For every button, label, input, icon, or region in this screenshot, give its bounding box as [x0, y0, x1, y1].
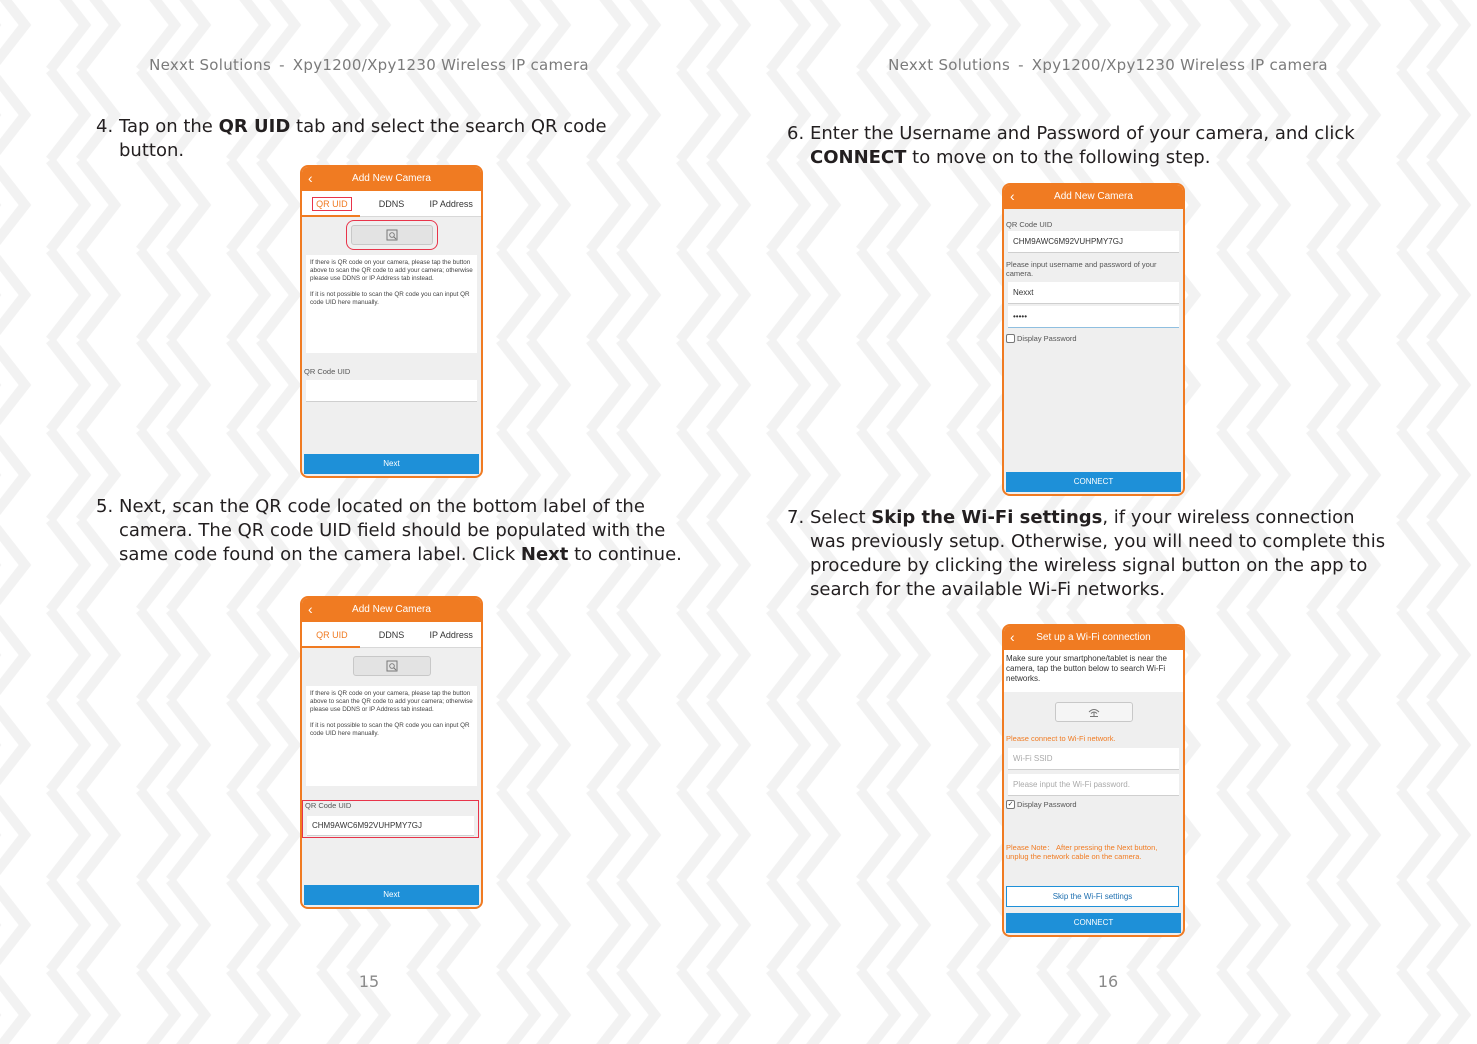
chevron-left-icon[interactable]: ‹ [308, 601, 313, 617]
page-header [0, 56, 738, 74]
app-header [302, 167, 481, 191]
wifi-intro-text: Make sure your smartphone/tablet is near the camera, tap the button below to search Wi-Fi networks. [1004, 650, 1183, 692]
step-bold: Next [520, 544, 569, 565]
page-16 [739, 0, 1477, 1044]
tab-bar [302, 622, 481, 648]
step-bold: CONNECT [810, 147, 907, 168]
wifi-search-icon [1086, 706, 1102, 718]
help-text: If there is QR code on your camera, please tap the button above to scan the QR code to add your camera; otherwise please use DDNS or IP Address tab instead. [310, 259, 473, 282]
display-password-label: Display Password [1017, 800, 1077, 809]
tab-ddns[interactable]: DDNS [378, 630, 405, 640]
tab-indicator [302, 646, 360, 648]
display-password-label: Display Password [1017, 334, 1077, 343]
scan-qr-button[interactable] [351, 225, 433, 245]
help-text: If it is not possible to scan the QR code you can input QR code UID here manually. [310, 722, 470, 737]
step-number: 5. [96, 496, 114, 517]
app-title: Add New Camera [1054, 191, 1133, 202]
uid-input[interactable] [306, 380, 477, 402]
wifi-connect-prompt: Please connect to Wi-Fi network. [1006, 734, 1116, 743]
help-text-box [306, 255, 477, 353]
scan-qr-button[interactable] [353, 656, 431, 676]
tab-qr-uid[interactable]: QR UID [316, 630, 348, 640]
app-title: Add New Camera [352, 604, 431, 615]
step-6 [787, 122, 1397, 170]
app-title: Set up a Wi-Fi connection [1036, 632, 1151, 643]
step-number: 6. [787, 123, 805, 144]
header-separator: - [1018, 56, 1024, 74]
step-number: 4. [96, 116, 114, 137]
help-text: If there is QR code on your camera, please tap the button above to scan the QR code to add your camera; otherwise please use DDNS or IP Address tab instead. [310, 690, 473, 713]
qr-scan-icon [386, 660, 398, 672]
phone-screenshot-uid-filled [300, 596, 483, 909]
chevron-left-icon[interactable]: ‹ [1010, 629, 1015, 645]
step-7 [787, 506, 1387, 602]
chevron-left-icon[interactable]: ‹ [308, 170, 313, 186]
app-title: Add New Camera [352, 173, 431, 184]
step-text: Tap on the QR UID tab and select the search QR code button. [119, 116, 607, 161]
display-password-row[interactable] [1004, 334, 1183, 343]
connect-button[interactable]: CONNECT [1006, 913, 1181, 933]
help-text: If it is not possible to scan the QR code you can input QR code UID here manually. [310, 291, 470, 306]
username-input[interactable]: Nexxt [1008, 282, 1179, 304]
phone-screenshot-wifi-setup [1002, 624, 1185, 937]
wifi-search-button[interactable] [1055, 702, 1133, 722]
wifi-password-input[interactable]: Please input the Wi-Fi password. [1008, 774, 1179, 796]
page-number: 16 [1097, 972, 1119, 991]
display-password-row[interactable] [1004, 800, 1183, 809]
phone-screenshot-qr-uid [300, 165, 483, 478]
header-company: Nexxt Solutions [149, 56, 272, 74]
tab-ddns[interactable]: DDNS [378, 199, 405, 209]
app-header [1004, 626, 1183, 650]
page-header [739, 56, 1477, 74]
next-button[interactable]: Next [304, 454, 479, 474]
step-bold: QR UID [218, 116, 291, 137]
chevron-left-icon[interactable]: ‹ [1010, 188, 1015, 204]
uid-highlight [302, 800, 479, 838]
step-4 [96, 115, 656, 163]
step-5 [96, 495, 686, 567]
checkbox[interactable] [1006, 334, 1015, 343]
header-product: Xpy1200/Xpy1230 Wireless IP camera [292, 56, 589, 74]
wifi-note: Please Note： After pressing the Next button, unplug the network cable on the camera. [1006, 843, 1158, 861]
uid-input[interactable]: CHM9AWC6M92VUHPMY7GJ [307, 816, 474, 836]
header-separator: - [279, 56, 285, 74]
step-text: Select Skip the Wi-Fi settings, if your wireless connection was previously setup. Otherwise, you will need to complete this procedure by clicking the wireless signal button on the app to search for the available Wi-Fi networks. [810, 507, 1386, 600]
skip-wifi-button[interactable]: Skip the Wi-Fi settings [1006, 886, 1179, 907]
password-input[interactable]: ••••• [1008, 306, 1179, 328]
tab-qr-uid[interactable]: QR UID [302, 191, 362, 216]
help-text-box [306, 686, 477, 786]
uid-input[interactable]: CHM9AWC6M92VUHPMY7GJ [1008, 231, 1179, 253]
qr-scan-icon [386, 229, 398, 241]
header-company: Nexxt Solutions [888, 56, 1011, 74]
tab-ip-address[interactable]: IP Address [429, 199, 473, 209]
step-bold: Skip the Wi-Fi settings [871, 507, 1103, 528]
checkbox-checked[interactable]: ✓ [1007, 801, 1014, 808]
step-text: Next, scan the QR code located on the bottom label of the camera. The QR code UID field should be populated with the same code found on the camera label. Click Next to continue. [119, 496, 682, 565]
header-product: Xpy1200/Xpy1230 Wireless IP camera [1031, 56, 1328, 74]
app-header [1004, 185, 1183, 209]
tab-ip-address[interactable]: IP Address [429, 630, 473, 640]
uid-label: QR Code UID [1006, 220, 1053, 229]
tab-bar [302, 191, 481, 217]
page-number: 15 [358, 972, 380, 991]
next-button[interactable]: Next [304, 885, 479, 905]
app-header [302, 598, 481, 622]
uid-label: QR Code UID [305, 801, 352, 810]
phone-screenshot-credentials [1002, 183, 1185, 496]
connect-button[interactable]: CONNECT [1006, 472, 1181, 492]
wifi-ssid-input[interactable]: Wi-Fi SSID [1008, 748, 1179, 770]
page-15 [0, 0, 738, 1044]
step-text: Enter the Username and Password of your camera, and click CONNECT to move on to the following step. [810, 123, 1355, 168]
credentials-prompt: Please input username and password of your camera. [1006, 260, 1157, 278]
step-number: 7. [787, 507, 805, 528]
tab-indicator [302, 215, 360, 217]
uid-label: QR Code UID [304, 367, 351, 376]
